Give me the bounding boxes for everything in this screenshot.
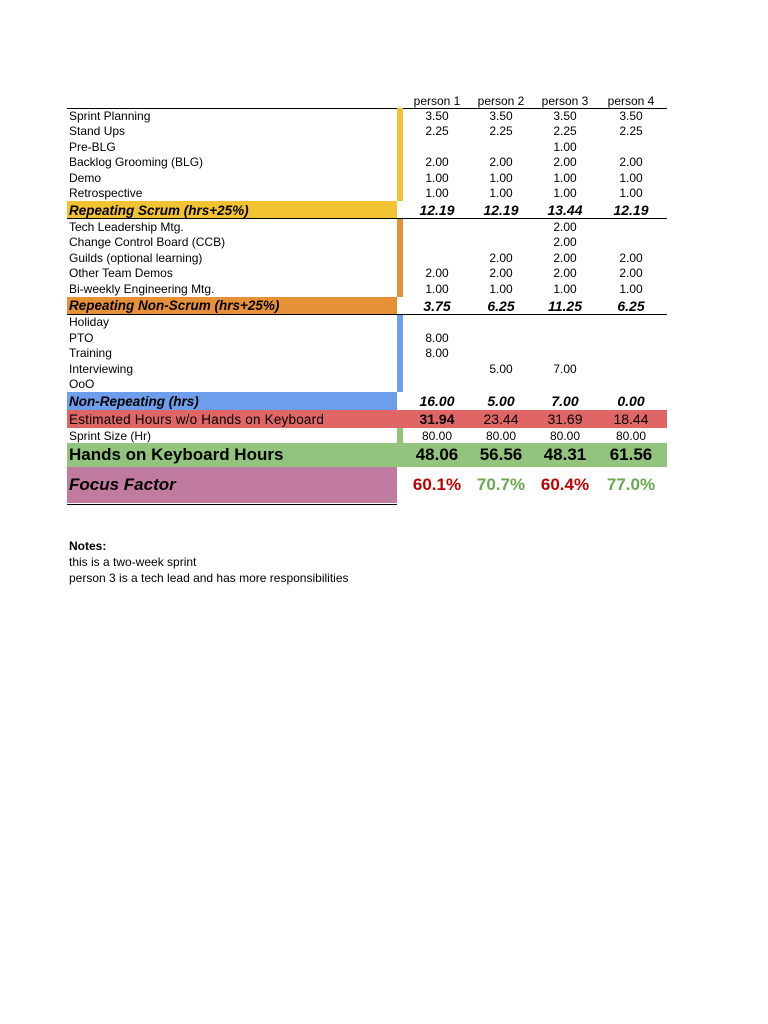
nonrepeating-cell-person-3 <box>533 377 597 393</box>
nonrepeating-total-person-4: 0.00 <box>617 393 645 409</box>
scrum-cell-person-2: 1.00 <box>489 186 513 201</box>
nonscrum-stripe <box>397 266 403 282</box>
scrum-row <box>67 170 667 186</box>
scrum-total-person-4: 12.19 <box>613 202 649 218</box>
nonscrum-row <box>67 266 667 282</box>
hands-on-person-1: 48.06 <box>415 445 459 464</box>
col-header-person-2: person 2 <box>477 93 525 108</box>
scrum-cell-person-1: 2.00 <box>425 155 449 170</box>
sprint-size-person-2: 80.00 <box>485 428 517 443</box>
scrum-cell-person-1: 3.50 <box>425 108 449 123</box>
nonrepeating-row <box>67 346 667 362</box>
scrum-cell-person-4: 2.25 <box>619 124 643 139</box>
nonscrum-row-label: Tech Leadership Mtg. <box>69 219 184 234</box>
nonrepeating-row <box>67 361 667 377</box>
estimated-label: Estimated Hours w/o Hands on Keyboard <box>69 411 325 427</box>
nonscrum-cell-person-2: 2.00 <box>489 266 513 281</box>
nonscrum-cell-person-3: 2.00 <box>553 250 577 265</box>
focus-row <box>67 467 667 503</box>
nonscrum-row <box>67 281 667 297</box>
col-header-person-3: person 3 <box>541 93 589 108</box>
nonrepeating-section <box>67 315 667 393</box>
scrum-cell-person-1: 1.00 <box>425 170 449 185</box>
scrum-row <box>67 124 667 140</box>
scrum-cell-person-2: 1.00 <box>489 170 513 185</box>
nonrepeating-stripe <box>397 330 403 346</box>
estimated-person-1: 31.94 <box>419 411 455 427</box>
scrum-cell-person-2: 3.50 <box>489 108 513 123</box>
nonrepeating-total-person-3: 7.00 <box>551 393 579 409</box>
nonrepeating-row-label: PTO <box>69 330 94 345</box>
sprint-size-row <box>67 428 667 443</box>
nonrepeating-cell-person-1 <box>405 361 469 377</box>
sprint-size-person-3: 80.00 <box>549 428 581 443</box>
scrum-cell-person-4 <box>599 139 663 155</box>
nonscrum-total-row <box>67 297 667 315</box>
nonrepeating-row-label: Holiday <box>69 315 110 330</box>
nonscrum-cell-person-4: 2.00 <box>619 250 643 265</box>
nonscrum-cell-person-3: 2.00 <box>553 235 577 250</box>
scrum-row-label: Stand Ups <box>69 124 126 139</box>
nonscrum-cell-person-1: 2.00 <box>425 266 449 281</box>
col-header-person-1: person 1 <box>413 93 461 108</box>
nonrepeating-stripe <box>397 346 403 362</box>
scrum-row-label: Retrospective <box>69 186 143 201</box>
nonrepeating-cell-person-2 <box>469 377 533 393</box>
scrum-cell-person-3: 2.00 <box>553 155 577 170</box>
focus-person-2: 70.7% <box>476 475 526 494</box>
nonrepeating-cell-person-1 <box>405 315 469 331</box>
focus-person-3: 60.4% <box>540 475 590 494</box>
nonrepeating-cell-person-2 <box>469 315 533 331</box>
col-header-person-4: person 4 <box>607 93 655 108</box>
scrum-total-label: Repeating Scrum (hrs+25%) <box>69 202 249 218</box>
nonscrum-row <box>67 235 667 251</box>
focus-person-1: 60.1% <box>412 475 462 494</box>
scrum-row <box>67 139 667 155</box>
scrum-cell-person-2 <box>469 139 533 155</box>
hands-on-person-4: 61.56 <box>609 445 653 464</box>
scrum-stripe <box>397 108 403 124</box>
nonscrum-row-label: Bi-weekly Engineering Mtg. <box>69 281 215 296</box>
nonscrum-total-person-4: 6.25 <box>617 297 645 314</box>
nonscrum-cell-person-2 <box>469 219 533 235</box>
nonscrum-cell-person-4: 1.00 <box>619 281 643 296</box>
nonscrum-cell-person-2: 1.00 <box>489 281 513 296</box>
scrum-cell-person-1 <box>405 139 469 155</box>
scrum-stripe <box>397 124 403 140</box>
scrum-row <box>67 155 667 171</box>
scrum-cell-person-3: 3.50 <box>553 108 577 123</box>
nonrepeating-total-label: Non-Repeating (hrs) <box>69 393 199 409</box>
notes-line-1: this is a two-week sprint <box>69 555 197 569</box>
nonrepeating-cell-person-4 <box>599 361 663 377</box>
estimated-person-4: 18.44 <box>613 411 649 427</box>
nonscrum-row-label: Guilds (optional learning) <box>69 250 203 265</box>
notes-line-2: person 3 is a tech lead and has more responsibilities <box>69 571 349 585</box>
nonrepeating-cell-person-4 <box>599 315 663 331</box>
nonrepeating-total-row <box>67 392 667 410</box>
nonscrum-total-person-3: 11.25 <box>548 297 582 314</box>
scrum-cell-person-3: 1.00 <box>553 139 577 154</box>
hands-on-person-2: 56.56 <box>479 445 523 464</box>
nonscrum-cell-person-1 <box>405 235 469 251</box>
nonscrum-cell-person-1 <box>405 250 469 266</box>
nonscrum-row-label: Change Control Board (CCB) <box>69 235 226 250</box>
scrum-stripe <box>397 155 403 171</box>
nonrepeating-stripe <box>397 315 403 331</box>
nonscrum-row <box>67 219 667 235</box>
nonscrum-cell-person-4 <box>599 235 663 251</box>
scrum-stripe <box>397 186 403 202</box>
nonrepeating-row <box>67 377 667 393</box>
nonscrum-cell-person-3: 2.00 <box>553 219 577 234</box>
nonrepeating-total-person-1: 16.00 <box>419 393 455 409</box>
scrum-stripe <box>397 170 403 186</box>
nonscrum-cell-person-4 <box>599 219 663 235</box>
nonrepeating-cell-person-4 <box>599 330 663 346</box>
estimated-row <box>67 410 667 428</box>
scrum-cell-person-2: 2.25 <box>489 124 513 139</box>
scrum-total-person-2: 12.19 <box>483 202 519 218</box>
nonrepeating-cell-person-4 <box>599 377 663 393</box>
nonscrum-stripe <box>397 219 403 235</box>
notes <box>69 538 349 586</box>
scrum-total-person-1: 12.19 <box>419 202 455 218</box>
scrum-total-row <box>67 201 667 219</box>
nonrepeating-row <box>67 330 667 346</box>
nonscrum-cell-person-4: 2.00 <box>619 266 643 281</box>
nonrepeating-total-person-2: 5.00 <box>487 393 515 409</box>
nonscrum-stripe <box>397 250 403 266</box>
scrum-row-label: Pre-BLG <box>69 139 116 154</box>
nonrepeating-row-label: Interviewing <box>69 361 134 376</box>
nonscrum-row-label: Other Team Demos <box>69 266 173 281</box>
nonrepeating-stripe <box>397 361 403 377</box>
scrum-section <box>67 108 667 201</box>
nonscrum-row <box>67 250 667 266</box>
nonscrum-stripe <box>397 281 403 297</box>
nonrepeating-cell-person-3 <box>533 330 597 346</box>
nonscrum-cell-person-3: 1.00 <box>553 281 577 296</box>
hands-on-row <box>67 443 667 467</box>
nonrepeating-cell-person-1: 8.00 <box>425 330 449 345</box>
focus-label: Focus Factor <box>69 475 176 494</box>
scrum-cell-person-4: 3.50 <box>619 108 643 123</box>
scrum-row <box>67 186 667 202</box>
scrum-total-person-3: 13.44 <box>547 202 583 218</box>
nonscrum-total-label: Repeating Non-Scrum (hrs+25%) <box>69 298 280 313</box>
scrum-stripe <box>397 139 403 155</box>
nonrepeating-cell-person-2 <box>469 346 533 362</box>
scrum-cell-person-3: 2.25 <box>553 124 577 139</box>
nonscrum-stripe <box>397 235 403 251</box>
nonrepeating-cell-person-3 <box>533 315 597 331</box>
nonrepeating-cell-person-1: 8.00 <box>425 346 449 361</box>
scrum-row-label: Backlog Grooming (BLG) <box>69 155 204 170</box>
scrum-cell-person-4: 2.00 <box>619 155 643 170</box>
nonrepeating-cell-person-4 <box>599 346 663 362</box>
scrum-cell-person-4: 1.00 <box>619 186 643 201</box>
sprint-size-person-4: 80.00 <box>615 428 647 443</box>
nonscrum-cell-person-2: 2.00 <box>489 250 513 265</box>
nonrepeating-cell-person-2: 5.00 <box>489 361 513 376</box>
nonrepeating-cell-person-3 <box>533 346 597 362</box>
estimated-person-3: 31.69 <box>547 411 583 427</box>
nonscrum-cell-person-2 <box>469 235 533 251</box>
nonrepeating-row-label: Training <box>69 346 112 361</box>
nonrepeating-cell-person-2 <box>469 330 533 346</box>
hands-on-label: Hands on Keyboard Hours <box>69 445 284 464</box>
nonrepeating-row-label: OoO <box>69 377 95 392</box>
scrum-cell-person-1: 1.00 <box>425 186 449 201</box>
scrum-cell-person-2: 2.00 <box>489 155 513 170</box>
nonrepeating-cell-person-3: 7.00 <box>553 361 577 376</box>
scrum-cell-person-3: 1.00 <box>553 186 577 201</box>
nonscrum-cell-person-1 <box>405 219 469 235</box>
nonrepeating-row <box>67 315 667 331</box>
sprint-size-label: Sprint Size (Hr) <box>69 428 152 443</box>
hands-on-person-3: 48.31 <box>543 445 587 464</box>
scrum-cell-person-1: 2.25 <box>425 124 449 139</box>
sprint-size-person-1: 80.00 <box>421 428 453 443</box>
nonscrum-total-person-1: 3.75 <box>423 297 451 314</box>
scrum-cell-person-4: 1.00 <box>619 170 643 185</box>
nonscrum-total-person-2: 6.25 <box>487 297 515 314</box>
notes-heading: Notes: <box>69 539 107 553</box>
focus-person-4: 77.0% <box>606 475 656 494</box>
nonscrum-cell-person-3: 2.00 <box>553 266 577 281</box>
nonscrum-cell-person-1: 1.00 <box>425 281 449 296</box>
scrum-row-label: Demo <box>69 170 102 185</box>
scrum-row-label: Sprint Planning <box>69 108 151 123</box>
nonrepeating-cell-person-1 <box>405 377 469 393</box>
nonrepeating-stripe <box>397 377 403 393</box>
nonscrum-section <box>67 219 667 297</box>
estimated-person-2: 23.44 <box>483 411 519 427</box>
focus-bottom-rule <box>67 504 397 505</box>
scrum-row <box>67 108 667 124</box>
sprint-size-stripe <box>397 428 403 443</box>
header-row <box>67 93 667 108</box>
worksheet <box>67 93 667 503</box>
scrum-cell-person-3: 1.00 <box>553 170 577 185</box>
